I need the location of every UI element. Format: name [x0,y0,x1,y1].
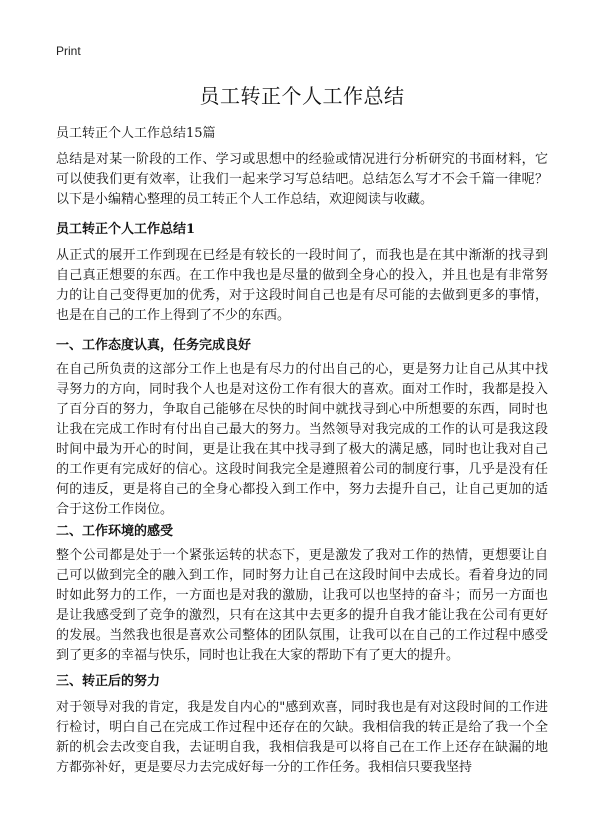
document-subtitle: 员工转正个人工作总结15篇 [56,126,216,141]
print-label[interactable]: Print [56,44,81,58]
part2-heading: 二、工作环境的感受 [56,524,174,539]
part3-heading: 三、转正后的努力 [56,674,161,689]
document-title: 员工转正个人工作总结 [199,84,405,108]
part2-paragraph: 整个公司都是处于一个紧张运转的状态下，更是激发了我对工作的热情，更想要让自己可以做到完全的融入到工作，同时努力让自己在这段时间中去成长。看着身边的同时如此努力的工作，一方面也是对我的激励，让我可以也坚持的奋斗；而另一方面也是让我感受到了竞争的激烈，只有在这其中去更多的提升自我才能让我在公司有更好的发展。当然我也很是喜欢公司整体的团队氛围，让我可以在自己的工作过程中感受到了更多的幸福与快乐，同时也让我在大家的帮助下有了更大的提升。 [56,548,548,663]
intro-paragraph: 总结是对某一阶段的工作、学习或思想中的经验或情况进行分析研究的书面材料，它可以使我们更有效率，让我们一起来学习写总结吧。总结怎么写才不会千篇一律呢？以下是小编精心整理的员工转正个人工作总结，欢迎阅读与收藏。 [56,152,548,207]
part1-heading: 一、工作态度认真，任务完成良好 [56,338,252,353]
part3-paragraph: 对于领导对我的肯定，我是发自内心的"感到欢喜，同时我也是有对这段时间的工作进行检讨，明白自己在完成工作过程中还存在的欠缺。我相信我的转正是给了我一个全新的机会去改变自我，去证明自我，我相信我是可以将自己在工作上还存在缺漏的地方都弥补好，更是要尽力去完成好每一分的工作任务。我相信只要我坚持 [56,700,548,775]
part1-paragraph: 在自己所负责的这部分工作上也是有尽力的付出自己的心，更是努力让自己从其中找寻努力的方向，同时我个人也是对这份工作有很大的喜欢。面对工作时，我都是投入了百分百的努力，争取自己能够在尽快的时间中就找寻到心中所想要的东西，同时也让我在完成工作时有付出自己最大的努力。当然领导对我完成的工作的认可是我这段时间中最为开心的时间，更是让我在其中找寻到了极大的满足感，同时也让我对自己的工作更有完成好的信心。这段时间我完全是遵照着公司的制度行事，几乎是没有任何的违反，更是将自己的全身心都投入到工作中，努力去提升自己，让自己更加的适合于这份工作岗位。 [56,362,548,517]
section1-paragraph: 从正式的展开工作到现在已经是有较长的一段时间了，而我也是在其中渐渐的找寻到自己真正想要的东西。在工作中我也是尽量的做到全身心的投入，并且也是有非常努力的让自己变得更加的优秀，对于这段时间自己也是有尽可能的去做到更多的事情，也是在自己的工作上得到了不少的东西。 [56,248,548,323]
section1-heading: 员工转正个人工作总结1 [56,222,196,237]
